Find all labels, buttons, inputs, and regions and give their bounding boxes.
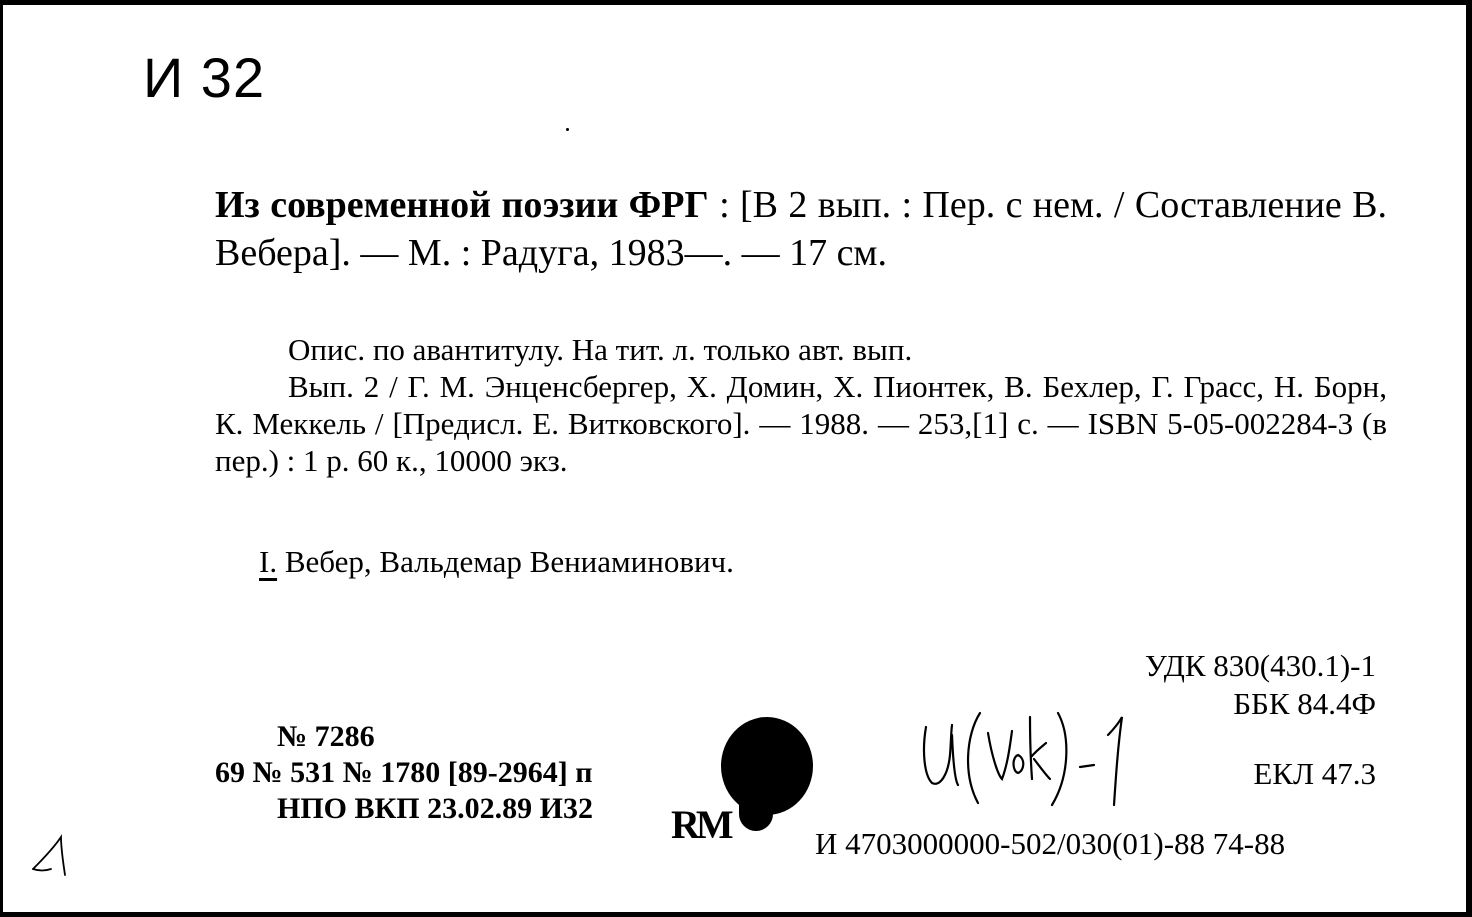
note-description-basis: Опис. по авантитулу. На тит. л. только авт. вып. — [288, 332, 913, 367]
book-title: Из современной поэзии ФРГ — [215, 184, 709, 226]
notes-section — [215, 331, 1387, 479]
catalog-card — [3, 5, 1466, 912]
tracing-name: Вебер, Вальдемар Вениаминович. — [277, 544, 734, 579]
corner-check-mark — [31, 831, 71, 879]
bbk-code: ББК 84.4Ф — [1233, 686, 1376, 721]
ekl-code: ЕКЛ 47.3 — [1253, 756, 1376, 791]
bibliographic-description: : [В 2 вып. : Пер. с нем. / Составление В. Вебера]. — М. : Радуга, 1983—. — 17 см. — [215, 184, 1387, 274]
call-number: И 32 — [143, 46, 266, 109]
tracing-number: I. — [259, 544, 278, 579]
udk-code: УДК 830(430.1)-1 — [1144, 648, 1376, 683]
handwritten-shelfmark — [918, 705, 1148, 815]
main-entry — [215, 181, 1387, 277]
added-entry-tracing — [259, 543, 734, 580]
ink-speck — [566, 128, 569, 131]
printing-info — [215, 719, 593, 827]
publisher-code: И 4703000000-502/030(01)-88 74-88 — [815, 826, 1286, 861]
classification-block — [1145, 647, 1376, 723]
rm-stamp: RM — [671, 802, 730, 847]
ink-blot-tail — [739, 797, 773, 831]
order-number: № 7286 — [277, 720, 375, 753]
note-volume-2: Вып. 2 / Г. М. Энценсбергер, Х. Домин, Х. Пионтек, В. Бехлер, Г. Грасс, Н. Борн, К. Меккель / [Предисл. Е. Витковского]. — 1988. — 253,[1] с. — ISBN 5-05-002284-3 (в пер.) : 1 р. 60 к., 10000 экз. — [215, 369, 1387, 478]
publisher-line: НПО ВКП 23.02.89 И32 — [277, 792, 593, 825]
printing-line: 69 № 531 № 1780 [89-2964] п — [215, 756, 593, 789]
